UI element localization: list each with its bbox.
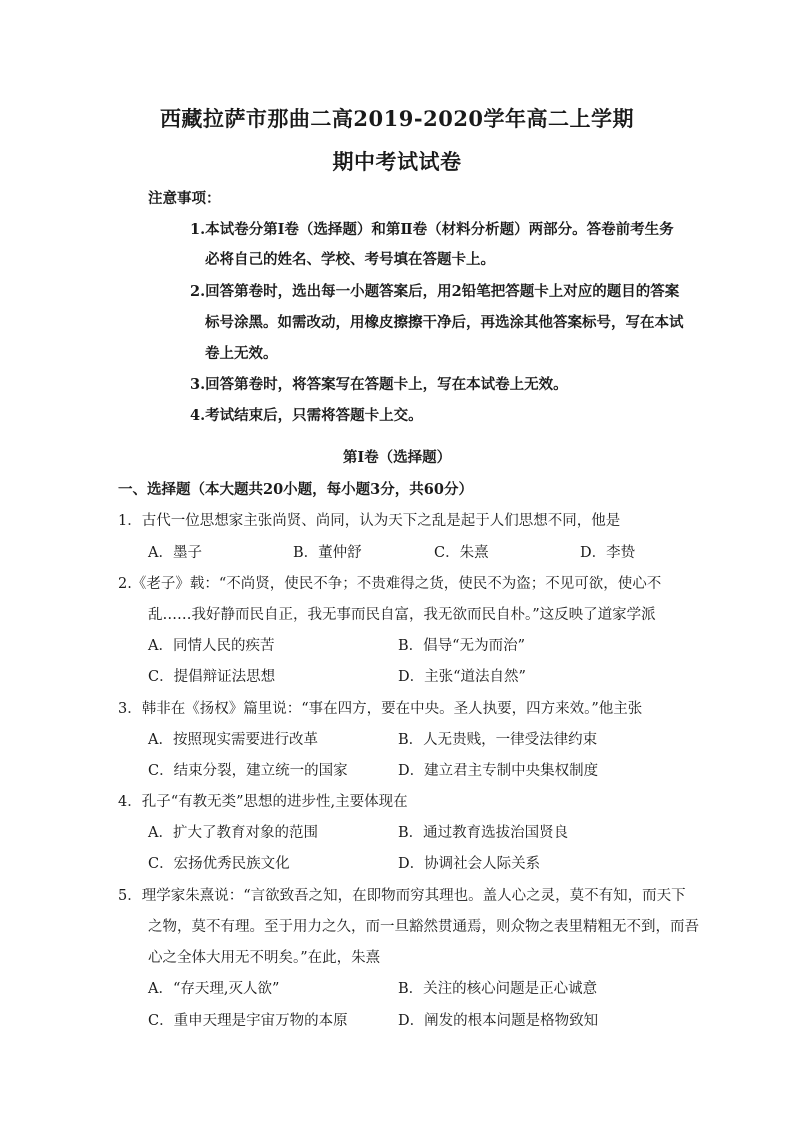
notice-line: 3.回答第卷时，将答案写在答题卡上，写在本试卷上无效。 xyxy=(190,376,568,393)
notice-line: 必将自己的姓名、学校、考号填在答题卡上。 xyxy=(205,251,495,268)
question-option: C．提倡辩证法思想 xyxy=(148,669,276,685)
question-text: 乱……我好静而民自正，我无事而民自富，我无欲而民自朴。”这反映了道家学派 xyxy=(148,607,656,623)
question-option: B．董仲舒 xyxy=(293,545,362,561)
question-option: B．人无贵贱，一律受法律约束 xyxy=(398,732,598,748)
question-option: A．“存天理,灭人欲” xyxy=(148,981,280,997)
question-option: A．扩大了教育对象的范围 xyxy=(148,825,318,841)
question-text: 2.《老子》载：“不尚贤，使民不争；不贵难得之货，使民不为盗；不见可欲，使心不 xyxy=(118,576,662,592)
question-option: D．李贽 xyxy=(580,545,636,561)
question-option: A．同情人民的疾苦 xyxy=(148,638,275,654)
exam-title-line1: 西藏拉萨市那曲二高2019-2020学年高二上学期 xyxy=(159,106,635,131)
section-heading: 一、选择题（本大题共20小题，每小题3分，共60分） xyxy=(118,481,473,498)
question-option: A．按照现实需要进行改革 xyxy=(148,732,318,748)
question-option: B．关注的核心问题是正心诚意 xyxy=(398,981,598,997)
question-option: C．结束分裂，建立统一的国家 xyxy=(148,763,348,779)
notice-heading: 注意事项： xyxy=(148,190,221,207)
question-option: C．重申天理是宇宙万物的本原 xyxy=(148,1013,348,1029)
question-option: C．宏扬优秀民族文化 xyxy=(148,856,290,872)
notice-line: 4.考试结束后，只需将答题卡上交。 xyxy=(190,407,423,424)
notice-line: 1.本试卷分第Ⅰ卷（选择题）和第Ⅱ卷（材料分析题）两部分。答卷前考生务 xyxy=(190,221,674,238)
question-option: D．主张“道法自然” xyxy=(398,669,526,685)
question-text: 5．理学家朱熹说：“言欲致吾之知，在即物而穷其理也。盖人心之灵，莫不有知，而天下 xyxy=(118,888,686,904)
question-text: 之物，莫不有理。至于用力之久，而一旦豁然贯通焉，则众物之表里精粗无不到，而吾 xyxy=(148,919,699,935)
notice-line: 标号涂黑。如需改动，用橡皮擦擦干净后，再选涂其他答案标号，写在本试 xyxy=(205,314,684,331)
question-option: D．阐发的根本问题是格物致知 xyxy=(398,1013,599,1029)
question-text: 1．古代一位思想家主张尚贤、尚同，认为天下之乱是起于人们思想不同，他是 xyxy=(118,513,621,529)
question-option: A．墨子 xyxy=(148,545,202,561)
question-option: C．朱熹 xyxy=(434,545,489,561)
part-title: 第Ⅰ卷（选择题） xyxy=(342,449,452,466)
question-option: B．通过教育选拔治国贤良 xyxy=(398,825,569,841)
notice-line: 2.回答第卷时，选出每一小题答案后，用2铅笔把答题卡上对应的题目的答案 xyxy=(190,283,680,300)
question-option: D．协调社会人际关系 xyxy=(398,856,541,872)
question-text: 心之全体大用无不明矣。”在此，朱熹 xyxy=(148,950,381,966)
question-text: 4．孔子“有教无类”思想的进步性,主要体现在 xyxy=(118,794,408,810)
question-option: D．建立君主专制中央集权制度 xyxy=(398,763,599,779)
exam-title-line2: 期中考试试卷 xyxy=(332,149,462,174)
question-text: 3．韩非在《扬权》篇里说：“事在四方，要在中央。圣人执要，四方来效。”他主张 xyxy=(118,701,643,717)
notice-line: 卷上无效。 xyxy=(205,345,278,362)
question-option: B．倡导“无为而治” xyxy=(398,638,525,654)
